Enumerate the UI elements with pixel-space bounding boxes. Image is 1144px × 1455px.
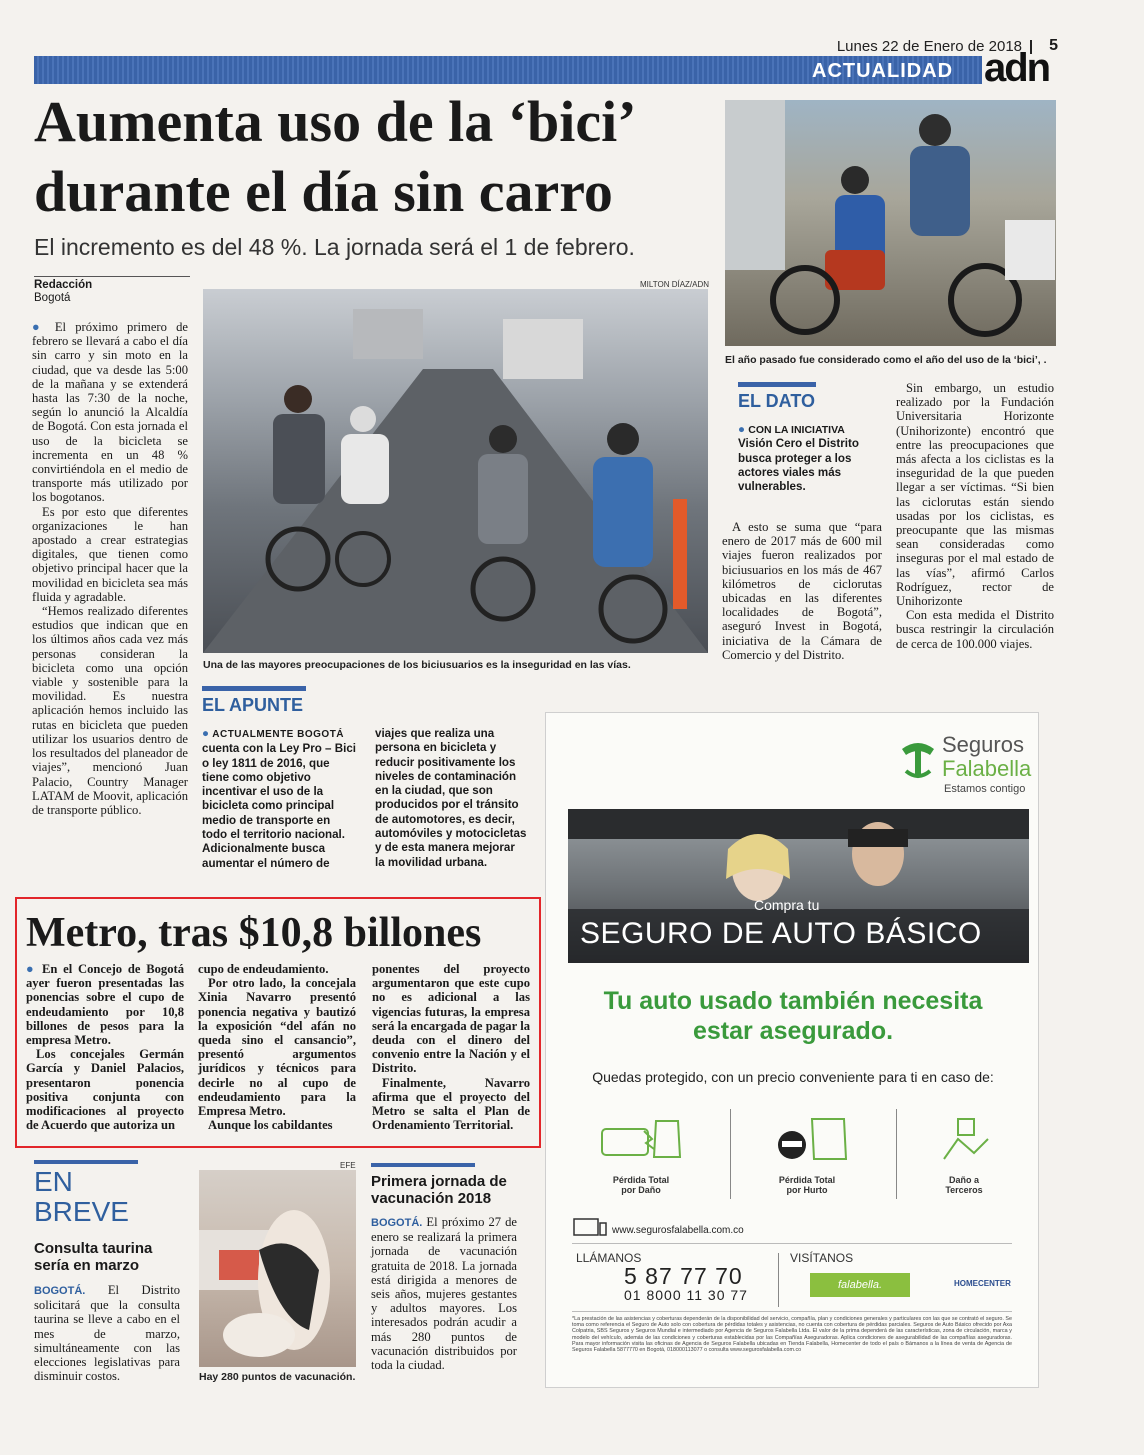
col1-paragraph1: El próximo primero de febrero se llevará a cabo el día sin carro y sin moto en la ciudad, que va desde las 5:00 de la mañana y se extenderá hasta las 7:30 de la noche, según lo anunció la Alcaldía de Bogotá. Con esta jornada el uso de la bicicleta se incrementa en un 48 % convirtiéndola en el medio de transporte más utilizado por los bogotanos. xyxy=(32,320,188,505)
ad-green-line2: estar asegurado. xyxy=(692,1017,894,1045)
ad-rule-bottom xyxy=(572,1311,1012,1312)
en-breve-item2-rule xyxy=(371,1163,475,1167)
en-breve-item1-text xyxy=(34,1283,180,1383)
byline-city: Bogotá xyxy=(34,292,71,304)
ad-banner-small: Compra tu xyxy=(754,897,820,913)
el-dato-label: EL DATO xyxy=(738,391,816,411)
cyclist-illustration xyxy=(725,100,1056,346)
metro-col3-p1: ponentes del proyecto argumentaron que este cupo no es adicional a las vigencias futuras, la empresa será la encargada de pagar la deuda con el dinero del convenio entre la Nación y el Distrito. xyxy=(372,962,530,1076)
el-dato-body: Visión Cero el Distrito busca proteger a los actores viales más vulnerables. xyxy=(738,437,859,494)
ad-banner-big: SEGURO DE AUTO BÁSICO xyxy=(580,917,982,950)
ad-website[interactable]: www.segurosfalabella.com.co xyxy=(612,1225,744,1236)
ad-green-line1: Tu auto usado también necesita xyxy=(603,987,983,1015)
ad-banner-photo xyxy=(568,809,1029,963)
metro-col2-p3: Aunque los cabildantes xyxy=(208,1118,333,1133)
en-breve-label-line2: BREVE xyxy=(34,1196,129,1227)
seguros-falabella-ad[interactable] xyxy=(545,712,1039,1388)
en-breve-rule xyxy=(34,1160,138,1164)
ad-protected-text: Quedas protegido, con un precio conveniente para ti en caso de: xyxy=(592,1069,994,1085)
cover-divider1 xyxy=(730,1109,731,1199)
metro-column2 xyxy=(198,962,356,1132)
metro-headline: Metro, tras $10,8 billones xyxy=(26,910,482,956)
top-photo-caption: El año pasado fue considerado como el año del uso de la ‘bici’, . xyxy=(725,354,1047,366)
cyclists-illustration xyxy=(203,289,708,653)
col-mid-paragraph1: A esto se suma que “para enero de 2017 más de 600 mil viajes fueron realizados por biciusuarios en los más de 467 kilómetros de ciclorutas ubicadas en las diferentes localidades de Bogotá”, aseguró Invest in Bogotá, iniciativa de la Cámara de Comercio y del Distrito. xyxy=(722,520,882,662)
main-article-column1 xyxy=(32,320,188,817)
brand-logo: adn xyxy=(984,46,1050,90)
phone-big[interactable]: 5 87 77 70 xyxy=(624,1263,743,1289)
bullet-icon: ● xyxy=(26,962,37,976)
store-homecenter[interactable]: HOMECENTER xyxy=(954,1279,1011,1288)
metro-col2-p1: cupo de endeudamiento. xyxy=(198,962,329,976)
en-breve-label-line1: EN xyxy=(34,1166,73,1197)
metro-col1-p1: En el Concejo de Bogotá ayer fueron presentadas las ponencias sobre el cupo de endeudamiento por 10,8 billones de pesos para la empresa Metro. xyxy=(26,962,184,1048)
el-apunte-rule xyxy=(202,686,306,691)
el-apunte-column1 xyxy=(202,727,358,871)
main-article-column-right xyxy=(896,381,1054,651)
car-theft-icon xyxy=(762,1109,852,1169)
en-breve-item1-lead: BOGOTÁ. xyxy=(34,1285,86,1297)
page-number: 5 xyxy=(1049,37,1058,54)
call-label: LLÁMANOS xyxy=(576,1251,642,1265)
metro-column3 xyxy=(372,962,530,1132)
page-header xyxy=(34,36,1058,96)
main-article-column-mid xyxy=(722,520,882,662)
en-breve-item1-body: El Distrito solicitará que la consulta taurina se lleve a cabo en el mes de marzo, simultáneamente con las elecciones legislativas para disminuir costos. xyxy=(34,1283,180,1384)
el-apunte-column2: viajes que realiza una persona en bicicleta y reducir positivamente los niveles de contaminación en la ciudad, que son producidos por el tránsito de automotores, es decir, automóviles y motocicletas y de esta manera mejorar la movilidad urbana. xyxy=(375,727,527,869)
col1-paragraph3: “Hemos realizado diferentes estudios que indican que en los últimos años cada vez más personas consideran la bicicleta como una opción viable y sostenible para la movilidad. Es nuestra aplicación hemos incluido las rutas en bicicleta que pueden utilizar los usuarios dentro de los resultados del planeador de viajes”, mencionó Juan Palacio, Country Manager LATAM de Moovit, aplicación de transporte público. xyxy=(32,604,188,817)
metro-col1-p2: Los concejales Germán García y Daniel Palacios, presentaron ponencia positiva conjunta con modificaciones al proyecto de Acuerdo que autoriza un xyxy=(26,1047,184,1133)
bullet-icon: ● xyxy=(32,320,46,334)
vaccine-photo xyxy=(199,1170,356,1367)
seguros-falabella-logo-icon xyxy=(900,737,936,781)
store-falabella[interactable]: falabella. xyxy=(810,1273,910,1297)
ad-brand-line1: Seguros xyxy=(942,732,1024,757)
vaccine-illustration xyxy=(199,1170,356,1367)
visit-label: VISÍTANOS xyxy=(790,1251,854,1265)
section-label: ACTUALIDAD xyxy=(812,60,954,82)
bullet-icon: ● xyxy=(202,727,210,740)
metro-column1 xyxy=(26,962,184,1132)
page-date: Lunes 22 de Enero de 2018 xyxy=(836,38,1022,55)
en-breve-item2-body: El próximo 27 de enero se realizará la primera jornada de vacunación gratuita de 2018. La jornada está dirigida a menores de seis años, mujeres gestantes y adultos mayores. Los interesados podrán acudir a más 280 puntos de vacunación distribuidos por toda la ciudad. xyxy=(371,1215,517,1373)
cover-total-damage xyxy=(586,1109,696,1195)
main-photo-caption: Una de las mayores preocupaciones de los biciusuarios es la inseguridad en las vías. xyxy=(203,659,631,671)
third-party-damage-icon xyxy=(934,1109,994,1169)
main-headline-line2: durante el día sin carro xyxy=(34,159,613,224)
el-apunte-lead: ACTUALMENTE BOGOTÁ xyxy=(212,729,345,740)
car-damage-icon xyxy=(596,1109,686,1169)
col-right-paragraph2: Con esta medida el Distrito busca restringir la circulación de cerca de 100.000 viajes. xyxy=(896,608,1054,651)
main-headline-line1: Aumenta uso de la ‘bici’ xyxy=(34,89,637,154)
photo-credit: MILTON DÍAZ/ADN xyxy=(640,280,710,289)
ad-fine-print: *La prestación de las asistencias y coberturas dependerán de la disponibilidad del servicio, compañía, plan y condiciones generales y particulares con las que se contrató el seguro. Se toma como referencia el Seguro de Auto solo con cobertura de pérdidas totales y asistencias, no cuenta con cobertura de pérdidas parciales. Seguros de Auto Básico ofrecido por Axa Colpatria, SBS Seguros y Seguros Mundial e intermediado por Agencia de Seguros Falabella Ltda. El valor de la prima dependerá de las características, zona de circulación, marca y modelo del vehículo, además de las condiciones y coberturas establecidas por las Compañías Aseguradoras. Aplica condiciones de asegurabilidad de las compañías aseguradoras. Para mayor información visita las oficinas de Agencia de Seguros Falabella ubicadas en Tienda Falabella, Homecenter de todo el país o Bámanos a la línea de venta de Agencia de Seguros Falabella 5877770 en Bogotá, 018000113077 o consulta www.segurosfalabella.com.co xyxy=(572,1316,1012,1354)
col-right-paragraph1: Sin embargo, un estudio realizado por la Fundación Universitaria Horizonte (Unihorizonte) encontró que entre las preocupaciones que más afecta a los ciclistas es la inseguridad de la que pueden llegar a ser víctimas. “Si bien las ciclorutas están siendo usadas por los ciclistas, es preocupante que las mismas sean consideradas como inseguras por el mal estado de las vías”, afirmó Carlos Rodríguez, rector de Unihorizonte xyxy=(896,381,1054,609)
el-dato-lead: CON LA INICIATIVA xyxy=(748,424,845,436)
vaccine-photo-caption: Hay 280 puntos de vacunación. xyxy=(199,1371,356,1383)
vaccine-photo-credit: EFE xyxy=(340,1161,356,1170)
cover3-label: Daño a Terceros xyxy=(945,1175,983,1195)
el-dato-rule xyxy=(738,382,816,387)
el-dato-text xyxy=(738,423,868,494)
cover-divider2 xyxy=(896,1109,897,1199)
el-apunte-label: EL APUNTE xyxy=(202,695,304,715)
metro-col3-p2: Finalmente, Navarro afirma que el proyecto del Metro se salta el Plan de Ordenamiento Territorial. xyxy=(372,1075,530,1133)
ad-tagline: Estamos contigo xyxy=(944,783,1026,795)
cover-total-theft xyxy=(752,1109,862,1195)
computer-icon xyxy=(572,1217,608,1239)
call-divider xyxy=(778,1253,779,1307)
en-breve-item1-title: Consulta taurina sería en marzo xyxy=(34,1240,153,1274)
byline-rule xyxy=(34,276,190,277)
bullet-icon: ● xyxy=(738,423,746,436)
top-photo-cyclist xyxy=(725,100,1056,346)
main-photo-cyclists xyxy=(203,289,708,653)
ad-rule xyxy=(572,1243,1012,1244)
col1-paragraph2: Es por esto que diferentes organizaciones le han apostado a crear estrategias digitales, que tienen como objetivo principal hacer que la movilidad en bicicleta sea más fluida y agradable. xyxy=(32,504,188,604)
phone-small[interactable]: 01 8000 11 30 77 xyxy=(624,1287,748,1303)
metro-col2-p2: Por otro lado, la concejala Xinia Navarro presentó ponencia negativa y bautizó la exposición “del afán no queda sino el cansancio”, presentó argumentos jurídicos y técnicos para decirle no al cupo de endeudamiento para la Empresa Metro. xyxy=(198,976,356,1119)
cover-third-party xyxy=(914,1109,1014,1195)
byline-name: Redacción xyxy=(34,279,93,291)
en-breve-item2-text xyxy=(371,1215,517,1372)
main-subhead: El incremento es del 48 %. La jornada será el 1 de febrero. xyxy=(34,234,635,260)
ad-brand-line2: Falabella xyxy=(942,756,1032,781)
cover2-label: Pérdida Total por Hurto xyxy=(778,1175,836,1195)
el-apunte-body1: cuenta con la Ley Pro – Bici o ley 1811 de 2016, que tiene como objetivo incentivar el uso de la bicicleta como principal medio de transporte en todo el territorio nacional. Adicionalmente busca aumentar el número de xyxy=(202,742,356,870)
cover1-label: Pérdida Total por Daño xyxy=(612,1175,670,1195)
en-breve-item2-lead: BOGOTÁ. xyxy=(371,1217,423,1229)
en-breve-item2-title: Primera jornada de vacunación 2018 xyxy=(371,1173,507,1207)
